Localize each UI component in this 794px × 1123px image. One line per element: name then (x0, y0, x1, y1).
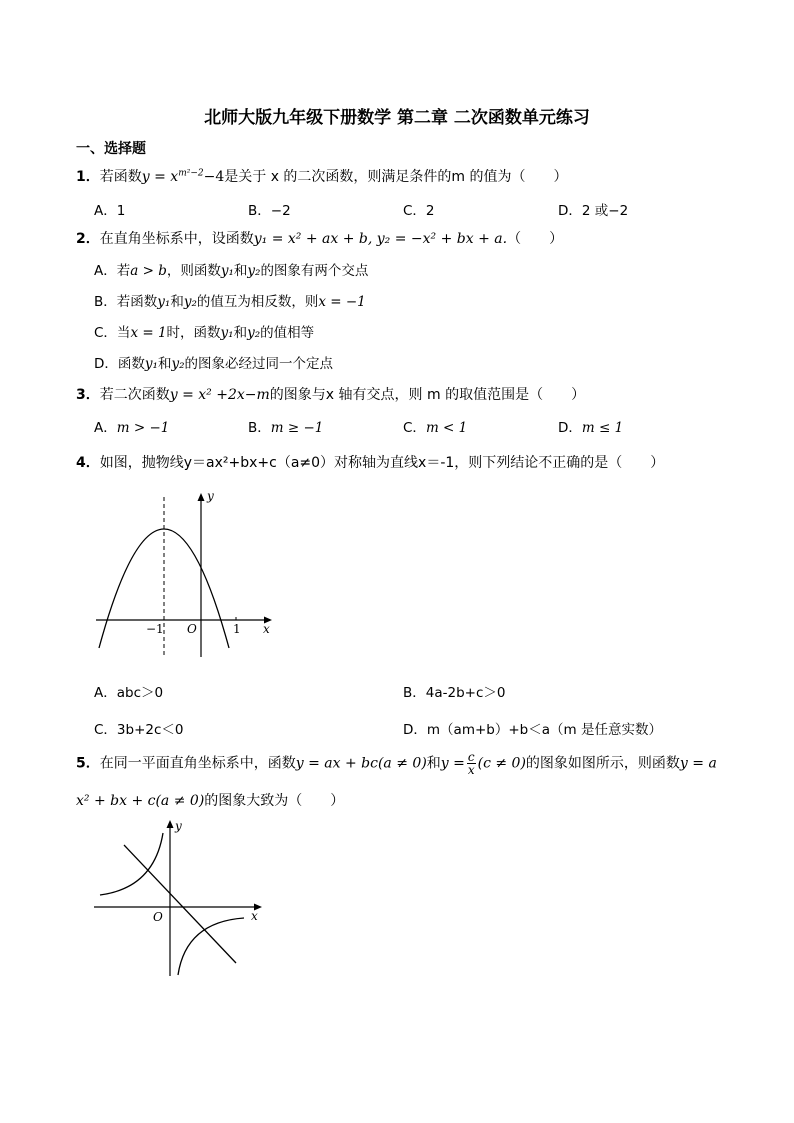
fraction (467, 751, 476, 776)
hyperbola-branch-upper (100, 833, 163, 895)
line-graph (124, 845, 236, 963)
option-b (248, 416, 323, 436)
math-expression: y = ax + bc(a ≠ 0) (295, 755, 427, 772)
math-expression: m ≤ 1 (581, 420, 624, 436)
question-3 (76, 384, 585, 404)
option-label: D． (558, 420, 582, 436)
option-b: B．−2 (248, 203, 291, 219)
math-expression (142, 169, 225, 185)
option-label: B．若函数 (94, 294, 158, 310)
option-label: D．函数 (94, 356, 145, 372)
hyperbola-branch-lower (178, 918, 244, 975)
math-expression: y₂ (247, 325, 261, 341)
math-expression: y₁ (157, 294, 171, 310)
math-expression: y = x² +2x−m (169, 387, 270, 403)
option-a: A．abc＞0 (94, 685, 164, 701)
option-label: C．当 (94, 325, 131, 341)
option-label: A．若 (94, 263, 131, 279)
question-number: 5． (76, 755, 100, 772)
page-title: 北师大版九年级下册数学 第二章 二次函数单元练习 (204, 108, 590, 128)
question-text: 在同一平面直角坐标系中，函数 (99, 755, 296, 772)
option-d (94, 352, 333, 372)
tick-label: 1 (233, 622, 241, 636)
math-expression: y₁ (220, 263, 234, 279)
y-axis-arrow (167, 820, 174, 828)
option-text: 和 (170, 294, 184, 310)
line-hyperbola-graph (90, 814, 270, 986)
math-expression: m ≥ −1 (270, 420, 324, 436)
question-text: 是关于 x 的二次函数，则满足条件的m 的值为（ ） (224, 169, 568, 185)
option-text: 的图象必经过同一个定点 (184, 356, 333, 372)
option-b: B．4a-2b+c＞0 (403, 685, 506, 701)
math-base: y = x (141, 169, 179, 185)
section-heading: 一、选择题 (76, 141, 146, 157)
tick-label: −1 (146, 622, 164, 636)
option-d: D．m（am+b）+b＜a（m 是任意实数） (403, 722, 662, 738)
math-expression: y₂ (247, 263, 261, 279)
option-c (403, 416, 467, 436)
math-expression: a > b (130, 263, 167, 279)
question-4 (76, 452, 664, 472)
fraction-numerator: c (467, 750, 475, 764)
option-text: 时，函数 (166, 325, 221, 341)
question-5-line-2 (76, 790, 344, 810)
math-expression: x = 1 (130, 325, 167, 341)
origin-label: O (187, 622, 197, 636)
math-expression: m < 1 (425, 420, 468, 436)
question-text: 的图象如图所示，则函数 (525, 755, 680, 772)
question-number: 4． (76, 455, 100, 471)
y-axis-arrow (198, 493, 205, 501)
question-text: 若二次函数 (99, 387, 170, 403)
option-label: C． (403, 420, 426, 436)
option-text: ，则函数 (166, 263, 221, 279)
option-c (94, 321, 314, 341)
question-text: （ ） (507, 231, 564, 247)
option-text: 和 (233, 263, 248, 279)
option-a: A．1 (94, 203, 126, 219)
math-expression: m > −1 (116, 420, 170, 436)
option-a (94, 416, 169, 436)
math-expression: y = a (679, 755, 717, 772)
math-expression: y₁ (220, 325, 234, 341)
x-axis-label: x (251, 909, 258, 923)
math-expression: x² + bx + c(a ≠ 0) (76, 793, 205, 809)
option-b (94, 290, 366, 310)
parabola-graph (90, 486, 280, 662)
question-text: 和 (426, 755, 441, 772)
math-expression: (c ≠ 0) (477, 755, 526, 772)
option-a (94, 259, 368, 279)
origin-label: O (153, 910, 163, 924)
option-text: 和 (233, 325, 248, 341)
math-expression: x = −1 (318, 294, 366, 310)
question-text: 若函数 (99, 169, 142, 185)
option-d: D．2 或−2 (558, 203, 629, 219)
x-axis-label: x (263, 622, 270, 636)
question-number: 2． (76, 231, 100, 247)
math-expression: y = (440, 755, 465, 772)
math-expression: y₂ (183, 294, 197, 310)
question-1 (76, 166, 568, 186)
math-expression: y₂ (171, 356, 185, 372)
question-text: 在直角坐标系中，设函数 (99, 231, 254, 247)
question-text: 如图，抛物线y＝ax²+bx+c（a≠0）对称轴为直线x＝-1，则下列结论不正确的是（ ） (99, 455, 665, 471)
option-text: 的图象有两个交点 (260, 263, 369, 279)
option-text: 的值互为相反数，则 (196, 294, 319, 310)
question-number: 3． (76, 387, 100, 403)
y-axis-label: y (175, 819, 182, 833)
math-exponent: m²−2 (178, 168, 204, 179)
fraction-denominator: x (467, 763, 475, 777)
option-label: A． (94, 420, 117, 436)
option-text: 和 (157, 356, 172, 372)
option-d (558, 416, 623, 436)
math-expression: y₁ (144, 356, 158, 372)
option-text: 的值相等 (260, 325, 315, 341)
question-text: 的图象大致为（ ） (204, 793, 345, 809)
option-c: C．2 (403, 203, 435, 219)
option-c: C．3b+2c＜0 (94, 722, 184, 738)
math-tail: −4 (203, 169, 225, 185)
question-5 (76, 751, 717, 776)
question-2 (76, 228, 563, 248)
question-text: 的图象与x 轴有交点，则 m 的取值范围是（ ） (269, 387, 586, 403)
math-expression: y₁ = x² + ax + b, y₂ = −x² + bx + a. (253, 231, 508, 247)
question-number: 1． (76, 169, 100, 185)
option-label: B． (248, 420, 271, 436)
y-axis-label: y (207, 489, 214, 503)
